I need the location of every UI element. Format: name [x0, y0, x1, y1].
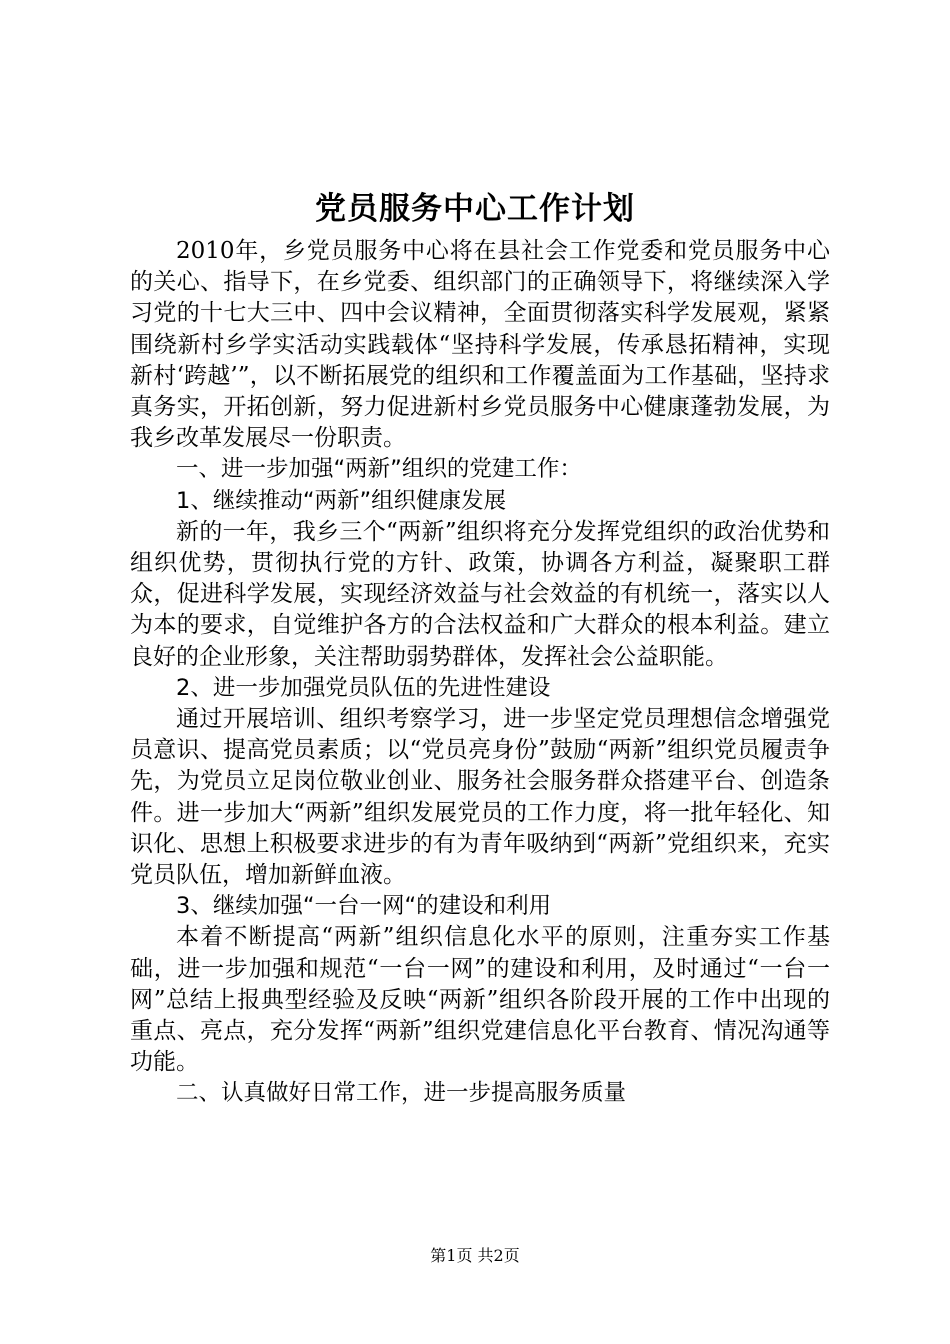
section-heading-2: 二、认真做好日常工作，进一步提高服务质量 — [176, 1080, 627, 1107]
paragraph-1-2: 通过开展培训、组织考察学习，进一步坚定党员理想信念增强党员意识、提高党员素质；以“党员亮身份”鼓励“两新”组织党员履责争先，为党员立足岗位敬业创业、服务社会服务群众搭建平台、创造条件。进一步加大“两新”组织发展党员的工作力度，将一批年轻化、知识化、思想上积极要求进步的有为青年吸纳到“两新”党组织来，充实党员队伍，增加新鲜血液。 — [130, 706, 830, 889]
subsection-heading-1-3: 3、继续加强“一台一网“的建设和利用 — [176, 893, 552, 920]
document-title: 党员服务中心工作计划 — [315, 191, 635, 227]
page-footer: 第1页 共2页 — [430, 1246, 520, 1265]
document-body — [130, 236, 830, 1110]
subsection-heading-1-1: 1、继续推动“两新”组织健康发展 — [176, 487, 507, 514]
section-heading-1: 一、进一步加强“两新”组织的党建工作： — [176, 456, 582, 483]
paragraph-1-3: 本着不断提高“两新”组织信息化水平的原则，注重夯实工作基础，进一步加强和规范“一台一网”的建设和利用，及时通过“一台一网”总结上报典型经验及反映“两新”组织各阶段开展的工作中出现的重点、亮点，充分发挥“两新”组织党建信息化平台教育、情况沟通等功能。 — [130, 924, 830, 1076]
intro-paragraph: 2010年，乡党员服务中心将在县社会工作党委和党员服务中心的关心、指导下，在乡党委、组织部门的正确领导下，将继续深入学习党的十七大三中、四中会议精神，全面贯彻落实科学发展观，紧紧围绕新村乡学实活动实践载体“坚持科学发展，传承恳拓精神，实现新村‘跨越’”，以不断拓展党的组织和工作覆盖面为工作基础，坚持求真务实，开拓创新，努力促进新村乡党员服务中心健康蓬勃发展，为我乡改革发展尽一份职责。 — [130, 238, 830, 452]
subsection-heading-1-2: 2、进一步加强党员队伍的先进性建设 — [176, 674, 551, 701]
paragraph-1-1: 新的一年，我乡三个“两新”组织将充分发挥党组织的政治优势和组织优势，贯彻执行党的方针、政策，协调各方利益，凝聚职工群众，促进科学发展，实现经济效益与社会效益的有机统一，落实以人为本的要求，自觉维护各方的合法权益和广大群众的根本利益。建立良好的企业形象，关注帮助弱势群体，发挥社会公益职能。 — [130, 518, 830, 670]
